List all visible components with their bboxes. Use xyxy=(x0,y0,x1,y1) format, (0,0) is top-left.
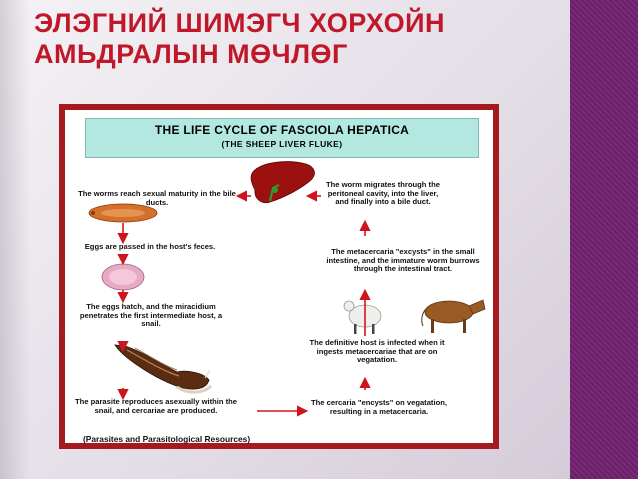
step-eggs-hatch: The eggs hatch, and the miracidium penetrates the first intermediate host, a snail. xyxy=(79,302,223,329)
step-definitive-host: The definitive host is infected when it ingests metacercariae that are on vegatation. xyxy=(309,338,445,365)
snail-icon xyxy=(115,345,211,392)
step-metacercaria-excysts: The metacercaria "excysts" in the small intestine, and the immature worm burrows through the intestinal tract. xyxy=(326,247,480,274)
diagram-panel xyxy=(65,110,493,443)
slide-title-line-2: АМЬДРАЛЫН МӨЧЛӨГ xyxy=(34,39,348,69)
step-eggs-feces: Eggs are passed in the host's feces. xyxy=(84,242,216,251)
step-maturity: The worms reach sexual maturity in the bile ducts. xyxy=(78,189,236,207)
step-worm-migrates: The worm migrates through the peritoneal cavity, into the liver, and finally into a bile duct. xyxy=(326,180,440,207)
egg-icon xyxy=(102,264,144,290)
slide-title-line-1: ЭЛЭГНИЙ ШИМЭГЧ ХОРХОЙН xyxy=(34,8,445,38)
diagram-subtitle: (THE SHEEP LIVER FLUKE) xyxy=(221,139,343,149)
diagram-title: THE LIFE CYCLE OF FASCIOLA HEPATICA xyxy=(154,123,410,137)
step-cercaria-encysts: The cercaria "encysts" on vegatation, resulting in a metacercaria. xyxy=(311,398,447,416)
slide-title xyxy=(34,8,554,70)
source-credit: (Parasites and Parasitological Resources) xyxy=(83,434,251,444)
left-shade xyxy=(0,0,30,479)
decorative-side-band xyxy=(570,0,638,479)
liver-icon xyxy=(251,162,314,203)
diagram-frame xyxy=(59,104,499,449)
step-parasite-reproduces: The parasite reproduces asexually within the snail, and cercariae are produced. xyxy=(74,397,238,415)
diagram-illustrations xyxy=(65,110,493,443)
sheep-icon xyxy=(344,301,381,334)
cow-icon xyxy=(422,300,485,333)
